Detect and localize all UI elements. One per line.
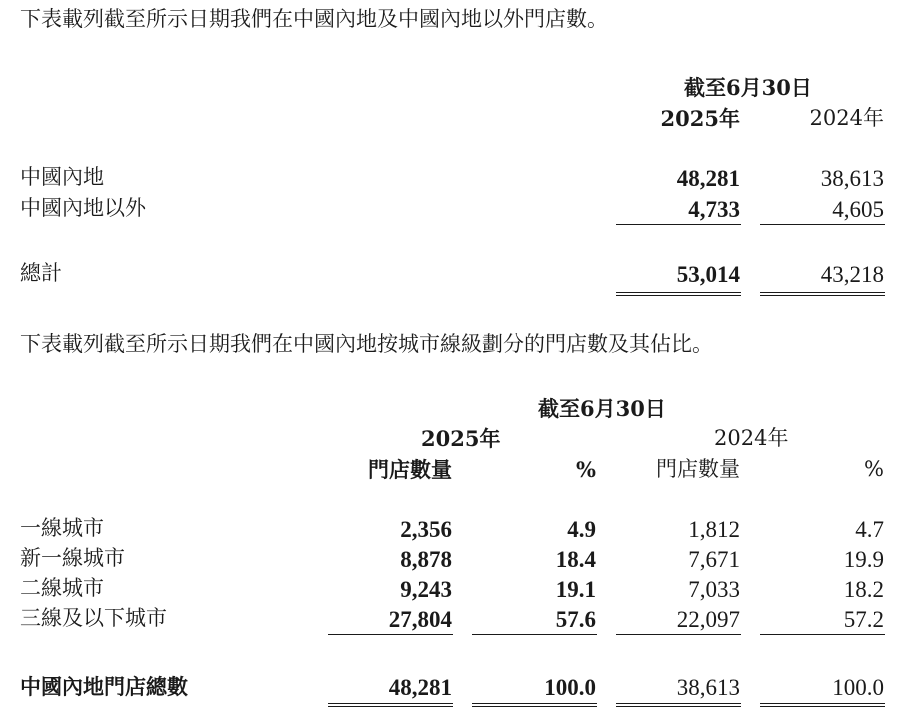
section2-total-double-rule-pct-2025 bbox=[472, 703, 597, 707]
section2-intro: 下表載列截至所示日期我們在中國內地按城市線級劃分的門店數及其佔比。 bbox=[20, 332, 713, 356]
section1-year-2024: 2024年 bbox=[809, 106, 884, 130]
section1-total-double-rule-2025 bbox=[616, 292, 741, 296]
section2-subtotal-rule-pct-2024 bbox=[760, 634, 885, 635]
section2-row-stores-2024: 22,097 bbox=[676, 607, 740, 632]
section2-row-label: 一線城市 bbox=[20, 516, 104, 540]
section1-row-value-2025: 48,281 bbox=[676, 166, 740, 191]
section1-year-2025: 2025年 bbox=[660, 106, 740, 131]
section1-total-label: 總計 bbox=[20, 261, 62, 285]
section2-row-pct-2024: 4.7 bbox=[855, 517, 884, 542]
section2-col-stores-2024: 門店數量 bbox=[656, 457, 740, 481]
section2-row-label: 新一線城市 bbox=[20, 546, 125, 570]
section1-row-value-2024: 4,605 bbox=[832, 197, 884, 222]
section2-total-double-rule-pct-2024 bbox=[760, 703, 885, 707]
section2-row-label: 二線城市 bbox=[20, 576, 104, 600]
section2-total-stores-2025: 48,281 bbox=[388, 675, 452, 700]
section1-total-value-2024: 43,218 bbox=[820, 262, 884, 287]
section2-row-stores-2024: 7,033 bbox=[688, 577, 740, 602]
section1-total-value-2025: 53,014 bbox=[676, 262, 740, 287]
section2-row-stores-2024: 7,671 bbox=[688, 547, 740, 572]
section2-row-pct-2024: 19.9 bbox=[843, 547, 884, 572]
section2-col-pct-2024: % bbox=[864, 457, 884, 481]
section1-row-value-2024: 38,613 bbox=[820, 166, 884, 191]
section2-row-stores-2025: 27,804 bbox=[388, 607, 452, 632]
section2-row-pct-2024: 57.2 bbox=[843, 607, 884, 632]
section2-total-double-rule-stores-2025 bbox=[328, 703, 453, 707]
section1-row-label: 中國內地以外 bbox=[20, 196, 146, 220]
section2-row-stores-2025: 2,356 bbox=[400, 517, 452, 542]
section2-total-pct-2024: 100.0 bbox=[832, 675, 884, 700]
section2-subtotal-rule-pct-2025 bbox=[472, 634, 597, 635]
section1-row-label: 中國內地 bbox=[20, 165, 104, 189]
section2-row-stores-2024: 1,812 bbox=[688, 517, 740, 542]
section2-period-header: 截至6月30日 bbox=[538, 396, 666, 421]
section1-period-header: 截至6月30日 bbox=[684, 75, 812, 100]
section1-total-double-rule-2024 bbox=[760, 292, 885, 296]
section1-intro: 下表載列截至所示日期我們在中國內地及中國內地以外門店數。 bbox=[20, 7, 608, 31]
section2-row-stores-2025: 8,878 bbox=[400, 547, 452, 572]
section2-row-label: 三線及以下城市 bbox=[20, 606, 167, 630]
section2-subtotal-rule-stores-2024 bbox=[616, 634, 741, 635]
section2-col-stores-2025: 門店數量 bbox=[368, 457, 452, 482]
section2-total-pct-2025: 100.0 bbox=[544, 675, 596, 700]
section2-row-pct-2025: 18.4 bbox=[555, 547, 596, 572]
section2-year-2025: 2025年 bbox=[421, 426, 501, 451]
section2-year-2024: 2024年 bbox=[714, 426, 789, 450]
section2-total-double-rule-stores-2024 bbox=[616, 703, 741, 707]
section2-row-pct-2025: 57.6 bbox=[555, 607, 596, 632]
section2-subtotal-rule-stores-2025 bbox=[328, 634, 453, 635]
section2-row-pct-2025: 19.1 bbox=[555, 577, 596, 602]
section2-row-pct-2024: 18.2 bbox=[843, 577, 884, 602]
section2-row-stores-2025: 9,243 bbox=[400, 577, 452, 602]
section1-subtotal-rule-2024 bbox=[760, 224, 885, 225]
section2-total-stores-2024: 38,613 bbox=[676, 675, 740, 700]
section2-col-pct-2025: % bbox=[576, 457, 596, 482]
section1-subtotal-rule-2025 bbox=[616, 224, 741, 225]
section2-row-pct-2025: 4.9 bbox=[567, 517, 596, 542]
section2-total-label: 中國內地門店總數 bbox=[20, 674, 188, 699]
section1-row-value-2025: 4,733 bbox=[688, 197, 740, 222]
